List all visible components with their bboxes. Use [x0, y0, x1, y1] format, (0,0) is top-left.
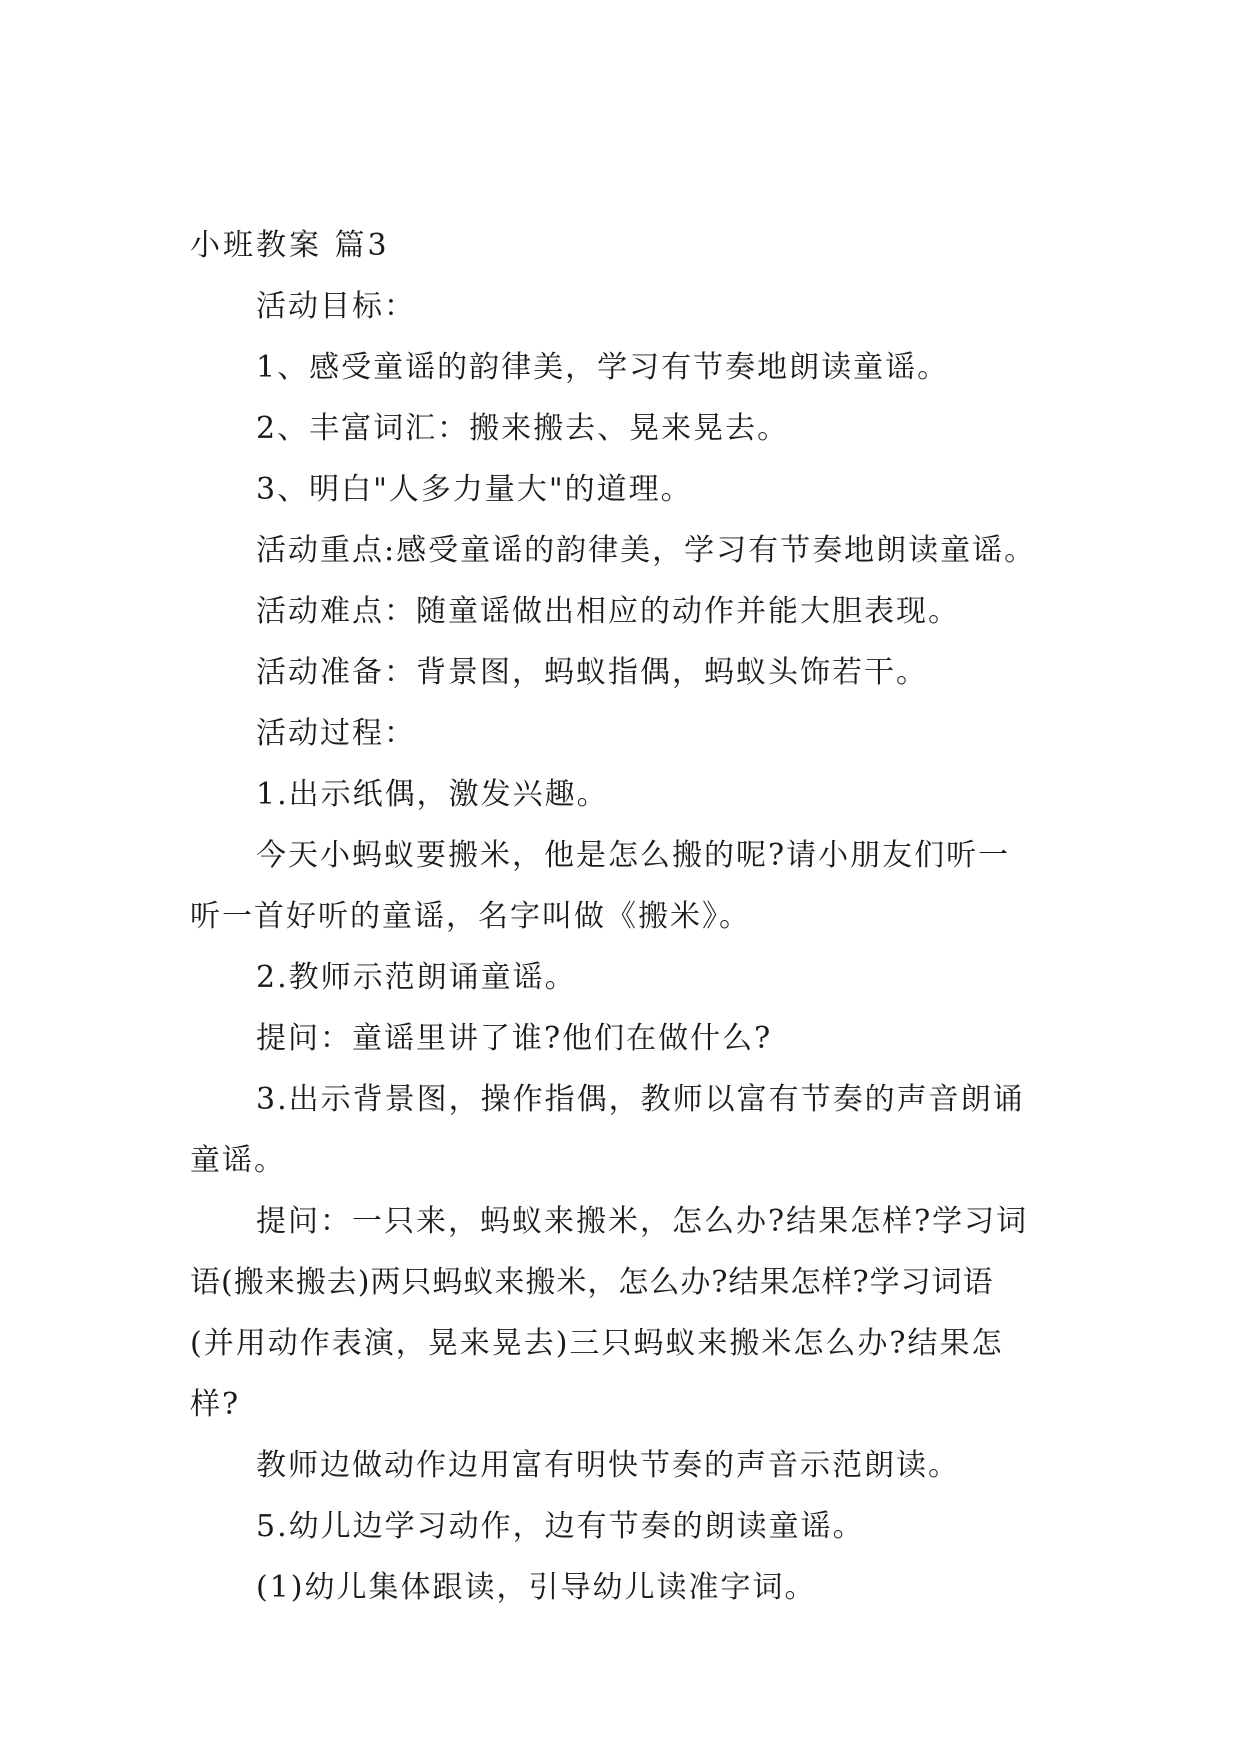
paragraph-line: 3.出示背景图，操作指偶，教师以富有节奏的声音朗诵 — [256, 1082, 1025, 1117]
paragraph-line: 活动准备：背景图，蚂蚁指偶，蚂蚁头饰若干。 — [256, 655, 928, 690]
paragraph-line: 5.幼儿边学习动作，边有节奏的朗读童谣。 — [256, 1509, 865, 1544]
paragraph-line: 教师边做动作边用富有明快节奏的声音示范朗读。 — [256, 1448, 960, 1483]
paragraph-line: 听一首好听的童谣，名字叫做《搬米》。 — [190, 899, 751, 934]
document-title: 小班教案 篇3 — [190, 228, 390, 263]
paragraph-line: 语(搬来搬去)两只蚂蚁来搬米，怎么办?结果怎样?学习词语 — [190, 1265, 994, 1300]
paragraph-line: 活动难点：随童谣做出相应的动作并能大胆表现。 — [256, 594, 960, 629]
paragraph-line: 样? — [190, 1387, 241, 1422]
section-heading-goals: 活动目标： — [256, 289, 416, 324]
paragraph-line: 提问：一只来，蚂蚁来搬米，怎么办?结果怎样?学习词 — [256, 1204, 1029, 1239]
paragraph-line: 童谣。 — [190, 1143, 286, 1178]
paragraph-line: 3、明白"人多力量大"的道理。 — [256, 472, 693, 507]
paragraph-line: 2.教师示范朗诵童谣。 — [256, 960, 577, 995]
section-heading-process: 活动过程： — [256, 716, 416, 751]
paragraph-line: 2、丰富词汇：搬来搬去、晃来晃去。 — [256, 411, 790, 446]
paragraph-line: 活动重点:感受童谣的韵律美，学习有节奏地朗读童谣。 — [256, 533, 1037, 568]
paragraph-line: (并用动作表演，晃来晃去)三只蚂蚁来搬米怎么办?结果怎 — [190, 1326, 1004, 1361]
paragraph-line: 1、感受童谣的韵律美，学习有节奏地朗读童谣。 — [256, 350, 950, 385]
paragraph-line: 提问：童谣里讲了谁?他们在做什么? — [256, 1021, 773, 1056]
paragraph-line: 今天小蚂蚁要搬米，他是怎么搬的呢?请小朋友们听一 — [256, 838, 1011, 873]
paragraph-line: (1)幼儿集体跟读，引导幼儿读准字词。 — [256, 1570, 817, 1605]
paragraph-line: 1.出示纸偶，激发兴趣。 — [256, 777, 609, 812]
